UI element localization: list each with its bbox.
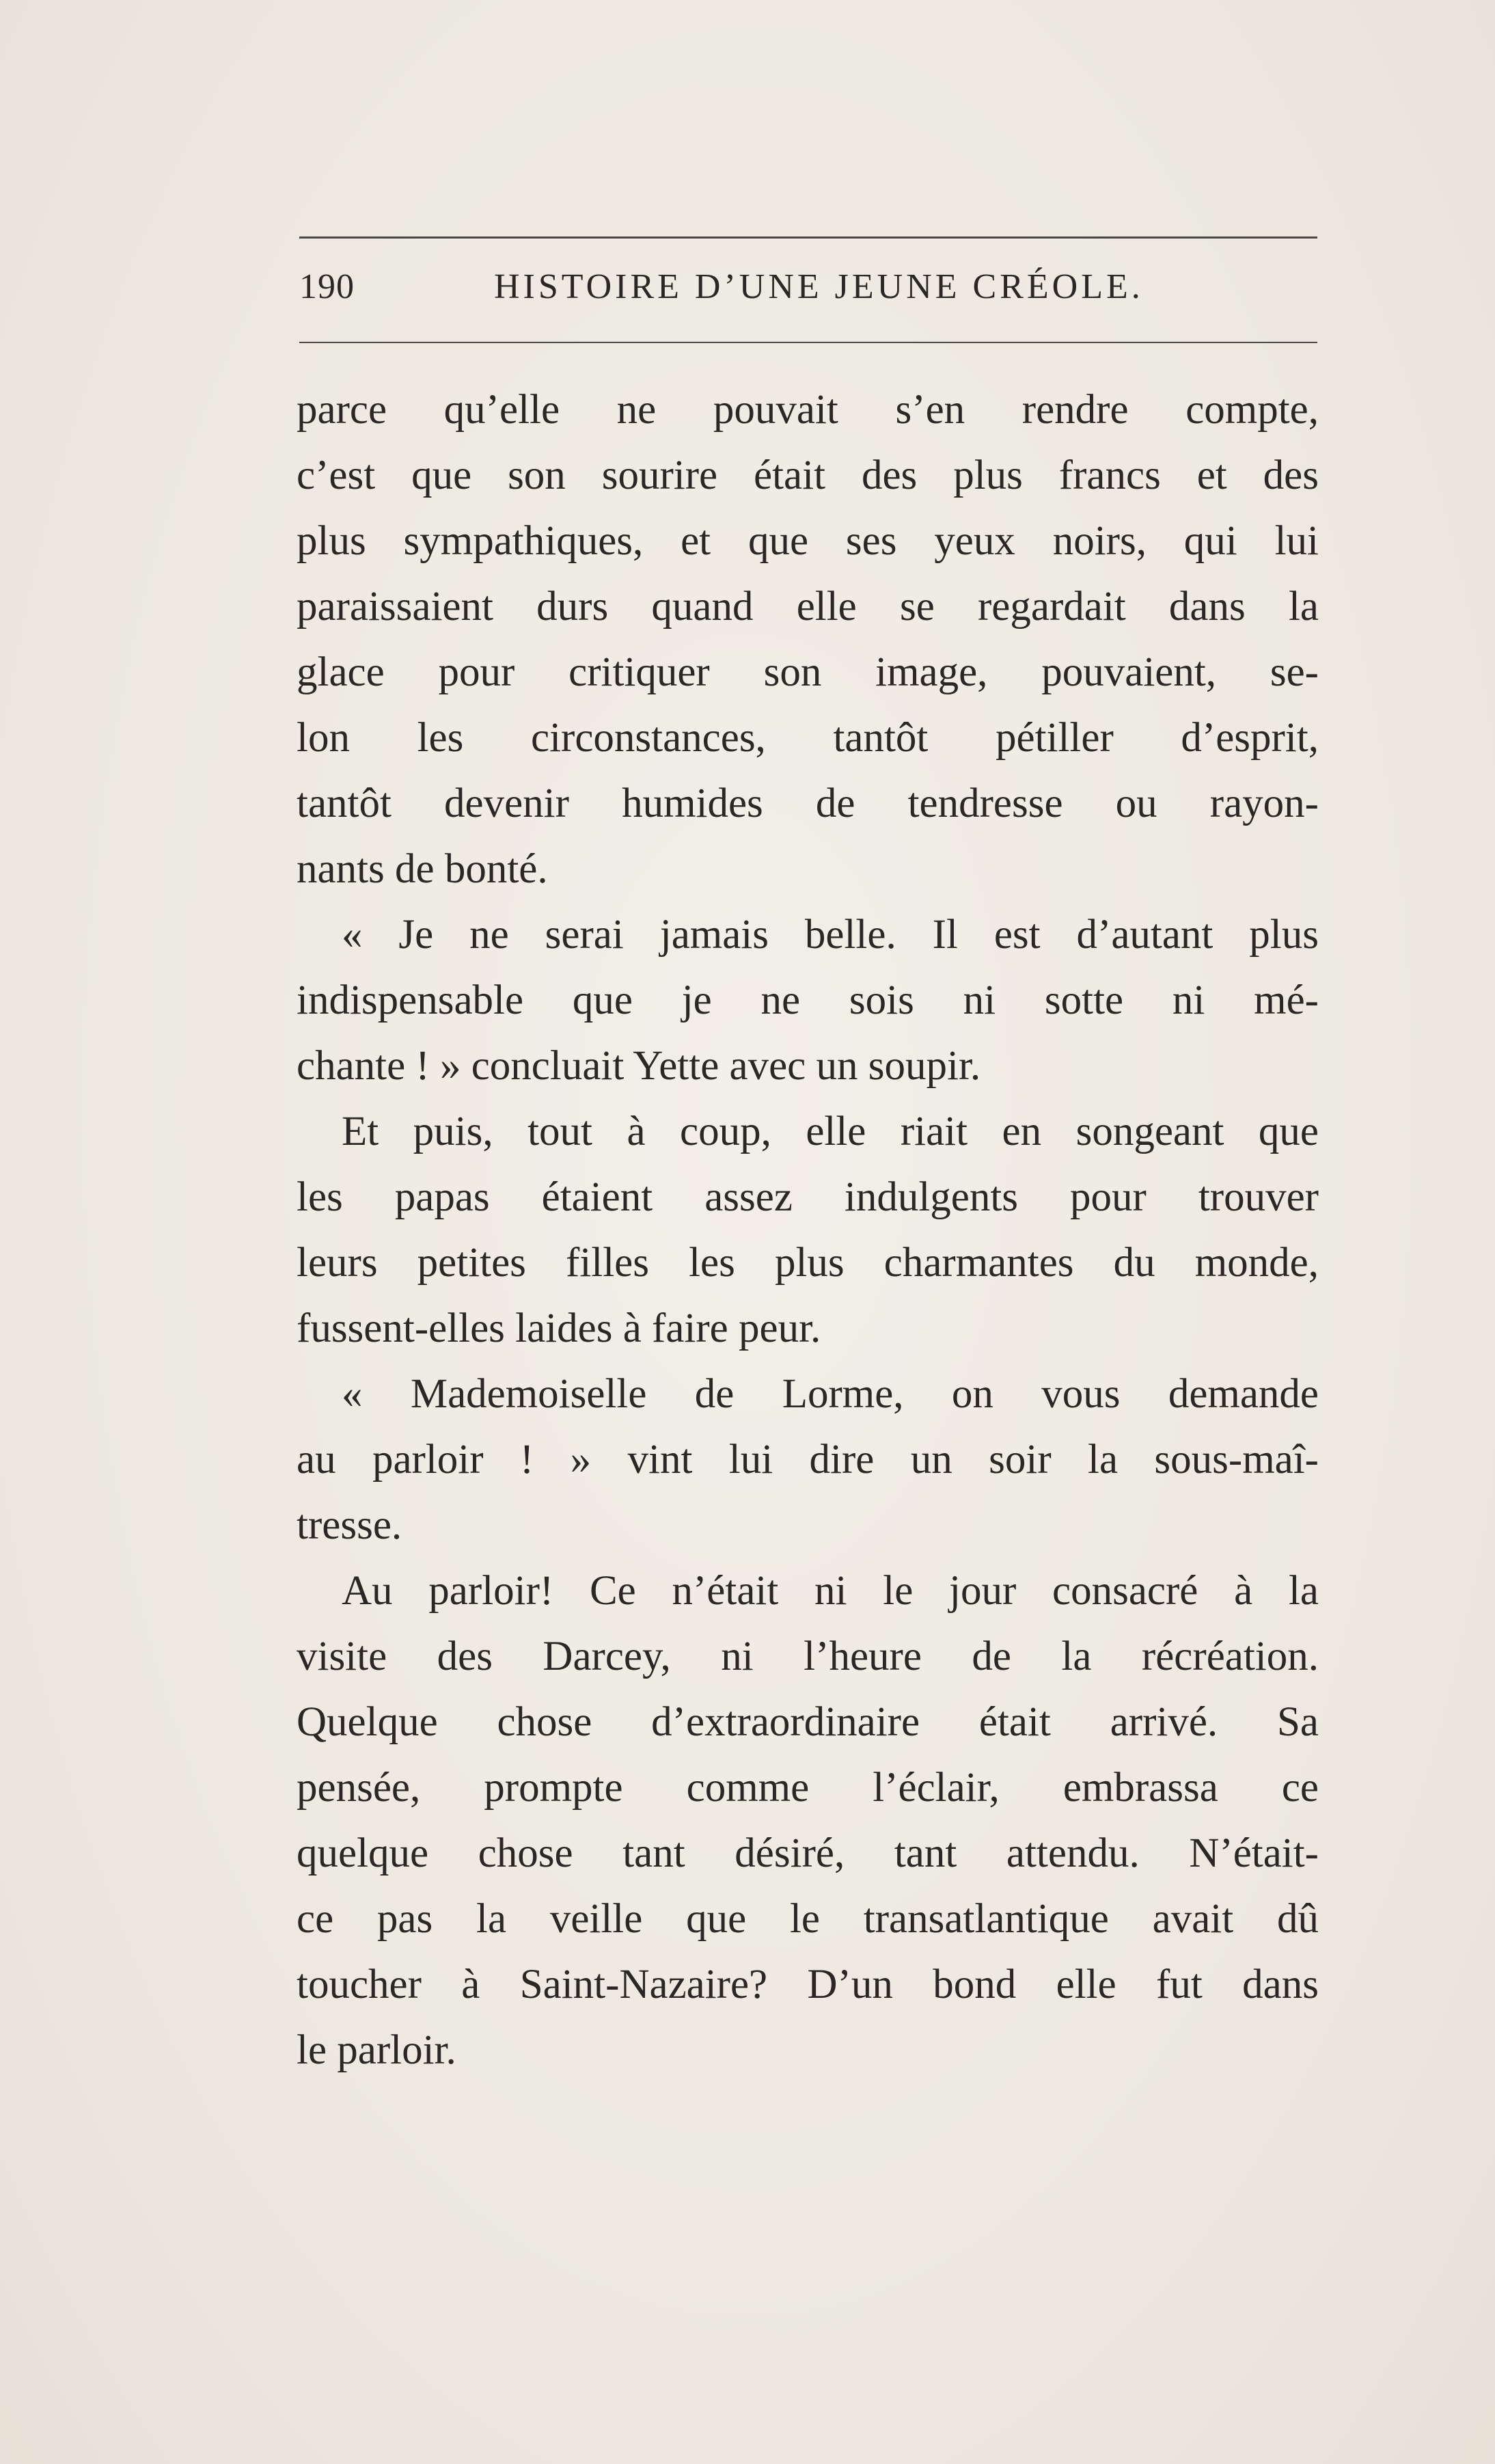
page-number: 190: [299, 267, 355, 306]
text-line: nants de bonté.: [297, 846, 548, 892]
text-line: le parloir.: [297, 2027, 456, 2073]
header-bottom-rule: [299, 342, 1317, 343]
text-line: fussent-elles laides à faire peur.: [297, 1305, 821, 1351]
text-line: tresse.: [297, 1502, 402, 1548]
text-line: « Mademoiselle de Lorme, on vous demande: [342, 1371, 1319, 1417]
text-line: visite des Darcey, ni l’heure de la récréation.: [297, 1634, 1319, 1679]
text-line: parce qu’elle ne pouvait s’en rendre compte,: [297, 387, 1319, 433]
running-header: [299, 267, 1317, 321]
text-line: chante ! » concluait Yette avec un soupir.: [297, 1043, 981, 1089]
text-line: glace pour critiquer son image, pouvaient, se-: [297, 649, 1319, 695]
text-line: pensée, prompte comme l’éclair, embrassa ce: [297, 1765, 1319, 1811]
text-line: quelque chose tant désiré, tant attendu. N’était-: [297, 1830, 1319, 1876]
body-text: [297, 377, 1319, 2083]
text-line: plus sympathiques, et que ses yeux noirs, qui lui: [297, 518, 1319, 564]
text-line: leurs petites filles les plus charmantes du monde,: [297, 1240, 1319, 1286]
text-line: ce pas la veille que le transatlantique avait dû: [297, 1896, 1319, 1942]
header-top-rule: [299, 236, 1317, 239]
text-line: Au parloir! Ce n’était ni le jour consacré à la: [342, 1568, 1319, 1614]
running-title: HISTOIRE D’UNE JEUNE CRÉOLE.: [494, 267, 1144, 306]
text-line: les papas étaient assez indulgents pour trouver: [297, 1174, 1319, 1220]
text-line: lon les circonstances, tantôt pétiller d’esprit,: [297, 715, 1319, 761]
text-line: c’est que son sourire était des plus francs et des: [297, 452, 1319, 498]
text-line: Quelque chose d’extraordinaire était arrivé. Sa: [297, 1699, 1319, 1745]
text-line: tantôt devenir humides de tendresse ou rayon-: [297, 781, 1319, 826]
text-line: Et puis, tout à coup, elle riait en songeant que: [342, 1109, 1319, 1154]
text-line: « Je ne serai jamais belle. Il est d’autant plus: [342, 912, 1319, 958]
text-line: paraissaient durs quand elle se regardait dans la: [297, 584, 1319, 629]
text-line: toucher à Saint-Nazaire? D’un bond elle fut dans: [297, 1962, 1319, 2007]
text-line: au parloir ! » vint lui dire un soir la sous-maî-: [297, 1437, 1319, 1483]
text-line: indispensable que je ne sois ni sotte ni mé-: [297, 977, 1319, 1023]
